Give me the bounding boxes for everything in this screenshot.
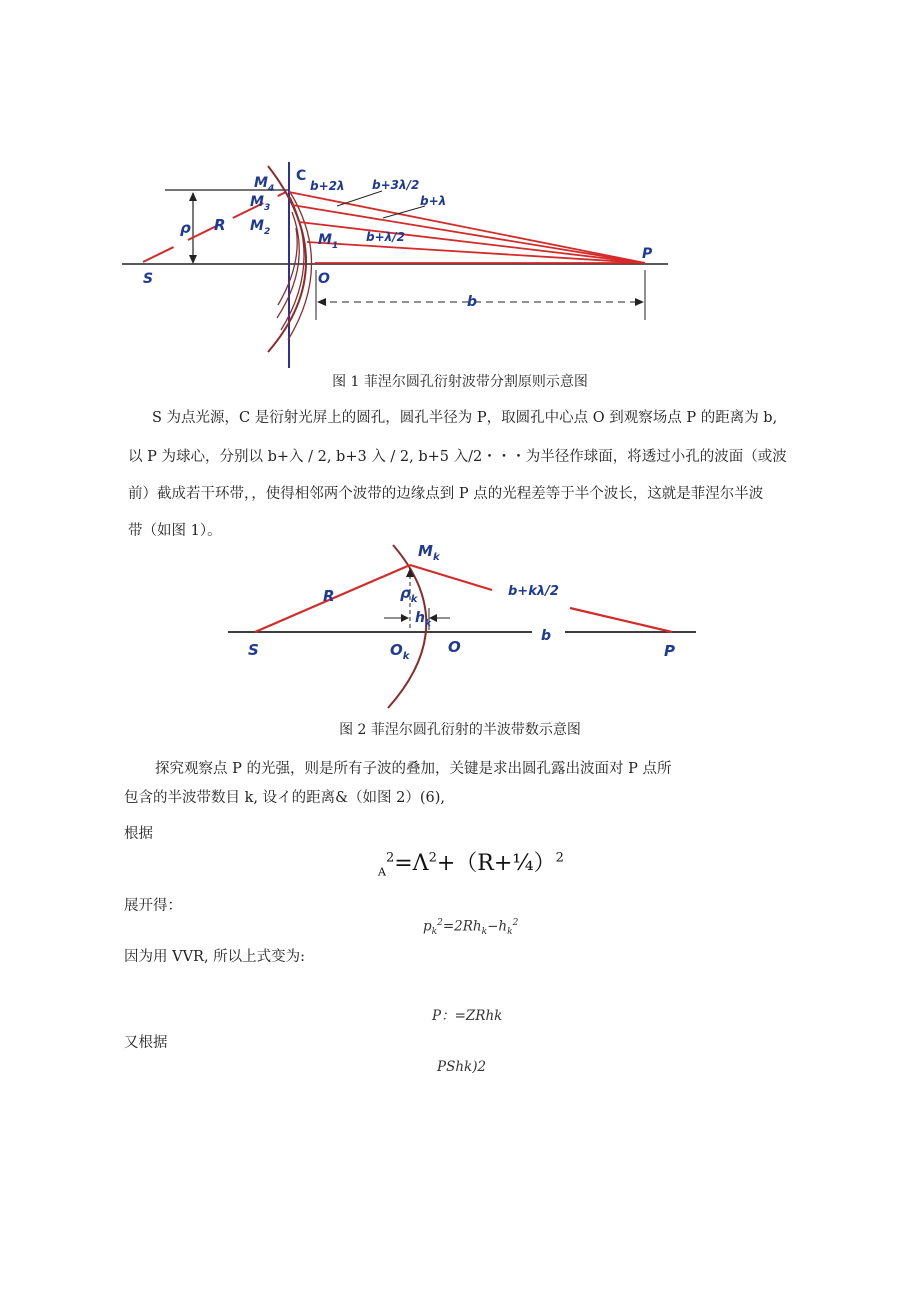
fig2-label-Mk: $M_k$ xyxy=(418,542,440,563)
fig1-label-b: b xyxy=(467,294,478,310)
equation-1: $_A^2=\Lambda^2+(R+\frac{1}{4})^2$ xyxy=(378,850,564,879)
paragraph-2-line-1: 探究观察点 P 的光强，则是所有子波的叠加，关键是求出圆孔露出波面对 P 点所 xyxy=(155,761,672,777)
fig2-label-b-kl2: b+kλ/2 xyxy=(508,584,559,599)
fig2-label-b: b xyxy=(541,628,552,644)
yougenju-label: 又根据 xyxy=(124,1035,168,1051)
fig2-wavefront-arc xyxy=(388,545,426,708)
rho-arrow-top-icon xyxy=(189,192,197,201)
zhankaide-label: 展开得： xyxy=(124,898,182,914)
figure-2-caption: 图 2 菲涅尔圆孔衍射的半波带数示意图 xyxy=(339,722,581,738)
paragraph-1-line-3: 前）截成若干环带，，使得相邻两个波带的边缘点到 P 点的光程差等于半个波长，这就是菲涅尔半波 xyxy=(128,486,764,502)
ray-m3 xyxy=(292,205,645,263)
genju-label: 根据 xyxy=(124,826,153,842)
fig1-label-b-l: b+λ xyxy=(420,194,447,208)
equation-2: $p_k^2=2Rh_k-h_k^2$ xyxy=(423,918,519,938)
equation-3: P：=ZRhk xyxy=(432,1008,503,1024)
fig2-label-h-k: $h_k$ xyxy=(415,610,431,629)
fig1-label-M1: $M_1$ xyxy=(318,232,339,251)
fig2-ray-to-P xyxy=(570,608,672,632)
figure-1-caption: 图 1 菲涅尔圆孔衍射波带分割原则示意图 xyxy=(332,374,588,390)
fig2-label-Ok: $O_k$ xyxy=(390,641,410,662)
fig1-label-C: C xyxy=(296,168,307,184)
fig1-label-M3: $M_3$ xyxy=(250,194,271,213)
paragraph-1-line-2: 以 P 为球心，分别以 b+入 / 2, b+3 入 / 2, b+5 入/2・・・为半径作球面，将透过小孔的波面（或波 xyxy=(128,449,787,465)
fig1-label-b-3l2: b+3λ/2 xyxy=(372,178,420,192)
paragraph-1-line-4: 带（如图 1）。 xyxy=(128,523,222,539)
fig1-label-S: S xyxy=(143,271,154,287)
fig1-label-b-l2: b+λ/2 xyxy=(366,230,405,244)
figure-1-diagram xyxy=(0,150,920,375)
leader-3l2 xyxy=(337,191,382,206)
fig2-label-P: P xyxy=(664,642,675,660)
b-arrow-right-icon xyxy=(635,298,644,306)
zone-arc-4 xyxy=(278,228,297,305)
fig1-label-M4: $M_4$ xyxy=(254,175,275,194)
equation-4: PShk)2 xyxy=(437,1059,487,1075)
rho-arrow-bottom-icon xyxy=(189,255,197,264)
fig2-label-O: O xyxy=(448,638,461,656)
fig1-label-b-2l: b+2λ xyxy=(310,179,345,193)
fig1-label-P: P xyxy=(642,246,653,262)
yinwei-line: 因为用 VVR, 所以上式变为: xyxy=(124,949,306,965)
fig1-label-R: R xyxy=(214,216,226,234)
fig2-hk-arrow-left-icon xyxy=(401,614,409,622)
fig2-label-rho-k: $\rho_k$ xyxy=(400,584,418,605)
fig1-label-M2: $M_2$ xyxy=(250,218,271,237)
figure-2-diagram xyxy=(0,540,920,715)
fig1-label-O: O xyxy=(318,271,330,287)
fig1-label-rho: ρ xyxy=(180,219,191,237)
paragraph-1-line-1: S 为点光源，C 是衍射光屏上的圆孔，圆孔半径为 P，取圆孔中心点 O 到观察场点 P 的距离为 b, xyxy=(152,410,778,426)
fig2-label-R: R xyxy=(323,587,335,605)
fig2-ray-Mk-P xyxy=(410,565,492,590)
paragraph-2-line-2: 包含的半波带数目 k, 设イ的距离&（如图 2）(6), xyxy=(124,790,446,806)
b-arrow-left-icon xyxy=(317,298,326,306)
fig2-label-S: S xyxy=(248,641,259,659)
